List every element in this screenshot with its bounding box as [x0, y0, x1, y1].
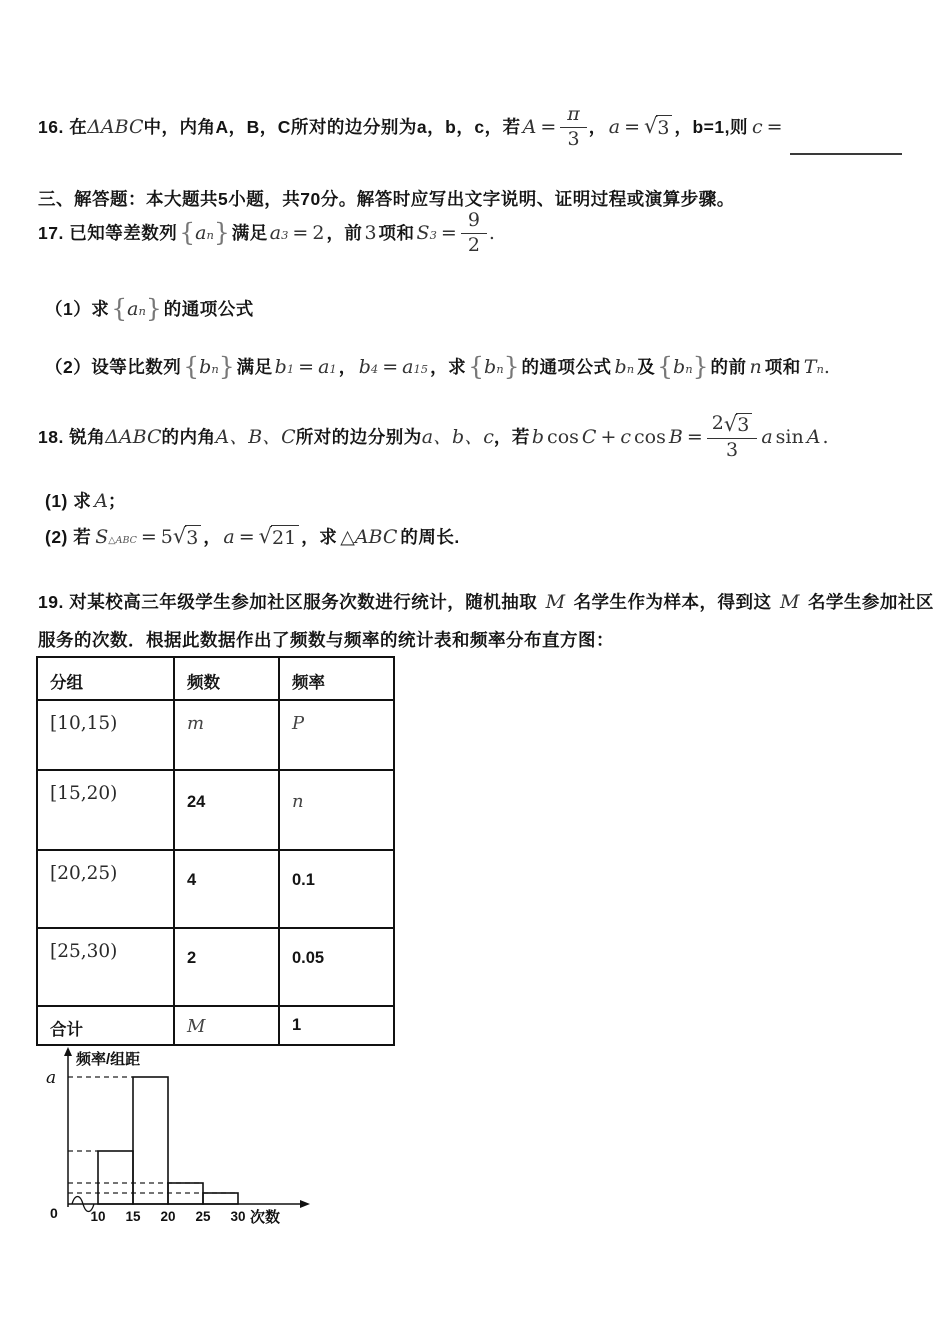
- var-C: C: [581, 426, 597, 449]
- cell-freq: 24: [174, 770, 279, 850]
- q17-p1-text: （1）求: [45, 299, 110, 319]
- y-axis-label: 频率/组距: [76, 1051, 141, 1068]
- question-16: [38, 104, 902, 151]
- q17-p2-text: （2）设等比数列: [45, 357, 182, 377]
- histogram-bar: [98, 1151, 133, 1204]
- subscript-n: n: [211, 362, 219, 376]
- q16-text: 16. 在: [38, 117, 88, 138]
- triangle-abc-symbol: ΔABC: [87, 116, 144, 139]
- frequency-table: [36, 656, 395, 1046]
- x-tick-label: 25: [195, 1209, 211, 1224]
- denominator: 3: [725, 438, 739, 461]
- histogram-bar: [133, 1077, 168, 1204]
- var-S: S: [416, 222, 430, 245]
- radicand: 3: [185, 525, 201, 549]
- var-M: M: [545, 591, 566, 613]
- sequence-an: [179, 216, 230, 248]
- sqrt-3: [724, 413, 752, 437]
- value-3: 3: [364, 222, 377, 245]
- var-a: a: [318, 356, 330, 378]
- formula-a3: [270, 222, 325, 244]
- var-n: n: [749, 356, 762, 378]
- col-header-frequency-count: 频数: [174, 657, 279, 700]
- triangle-abc-symbol: △ABC: [340, 526, 398, 548]
- a-mark-label: a: [46, 1068, 57, 1088]
- q16-text: 中，内角A，B，C所对的边分别为a，b，c，若: [143, 117, 521, 138]
- q17-text: ，前: [326, 223, 363, 244]
- question-18-part-2: [45, 524, 460, 549]
- numerator: 9: [461, 210, 487, 234]
- table-row: [37, 770, 394, 850]
- q18-text: 的内角: [161, 427, 216, 448]
- formula-b1-eq-a1: [275, 356, 337, 378]
- q16-text: ，b=1,则: [674, 117, 748, 138]
- var-b: b: [274, 356, 287, 378]
- var-a-1: [318, 356, 337, 378]
- q18-text: ，若: [493, 427, 530, 448]
- formula-s3: [417, 210, 487, 257]
- equals-sign: =: [140, 526, 157, 548]
- origin-label: 0: [50, 1205, 58, 1221]
- angles-list: A、B、C: [215, 426, 296, 449]
- cell-rate: 0.05: [279, 928, 394, 1006]
- equals-sign: =: [540, 116, 557, 139]
- subscript-n: n: [816, 362, 824, 376]
- right-brace: }: [213, 218, 230, 248]
- q17-text: 项和: [378, 223, 415, 244]
- var-S: S: [95, 526, 109, 548]
- var-T: T: [803, 356, 817, 378]
- comma: ，: [338, 357, 357, 377]
- equals-sign: =: [766, 116, 783, 139]
- fraction-pi-3: [560, 104, 587, 151]
- numerator: [707, 413, 758, 439]
- period: .: [488, 222, 495, 245]
- col-header-frequency-rate: 频率: [279, 657, 394, 700]
- x-axis-label: 次数: [250, 1209, 281, 1226]
- var-b: b: [484, 356, 497, 378]
- cell-group: [10,15): [37, 700, 174, 770]
- table-header-row: [37, 657, 394, 700]
- question-17-part-2: [45, 350, 830, 379]
- subscript-1: 1: [286, 362, 295, 376]
- subscript-4: 4: [370, 362, 379, 376]
- var-T-n: [804, 356, 824, 378]
- fraction-2sqrt3-3: [707, 413, 758, 462]
- q19-text: 名学生作为样本，得到这: [573, 592, 772, 612]
- left-brace: {: [657, 352, 674, 381]
- var-b-n: [673, 356, 693, 378]
- var-a: a: [761, 426, 773, 449]
- q18-p2-text: 的周长.: [400, 527, 460, 547]
- question-17-part-1: [45, 292, 254, 321]
- formula-law-of-sines: [532, 413, 821, 462]
- table-row: [37, 700, 394, 770]
- plus-sign: +: [600, 426, 617, 449]
- subscript-15: 15: [413, 362, 429, 376]
- var-a: a: [402, 356, 414, 378]
- sequence-bn: [183, 350, 234, 379]
- col-header-group: 分组: [37, 657, 174, 700]
- sequence-bn: [468, 350, 519, 379]
- left-brace: {: [468, 352, 485, 381]
- question-18-part-1: [45, 488, 126, 513]
- q17-p2-text: 及: [637, 357, 656, 377]
- var-b: b: [614, 356, 627, 378]
- q19-text: 19. 对某校高三年级学生参加社区服务次数进行统计，随机抽取: [38, 592, 538, 612]
- var-A: A: [94, 490, 108, 512]
- left-brace: {: [179, 218, 196, 248]
- q17-p2-text: 项和: [764, 357, 801, 377]
- subscript-n: n: [206, 228, 214, 243]
- q18-text: 18. 锐角: [38, 427, 106, 448]
- cell-freq: M: [174, 1006, 279, 1045]
- var-b-4: [359, 356, 379, 378]
- section-title: 三、解答题：本大题共5小题，共70分。解答时应写出文字说明、证明过程或演算步骤。: [38, 189, 735, 209]
- answer-blank: [790, 152, 902, 155]
- var-b: b: [531, 426, 545, 449]
- coefficient-2: 2: [711, 412, 724, 434]
- q18-p2-text: (2) 若: [45, 527, 92, 547]
- x-tick-label: 20: [160, 1209, 176, 1224]
- var-a: a: [223, 526, 235, 548]
- subscript-3: 3: [281, 228, 289, 243]
- subscript-triangle-abc: △ABC: [108, 535, 137, 546]
- radicand: 21: [271, 525, 299, 549]
- question-19: [38, 584, 935, 660]
- var-b-1: [275, 356, 295, 378]
- question-18: [38, 413, 829, 462]
- section-3-header: [38, 186, 735, 211]
- sequence-an: [111, 292, 162, 321]
- var-a: a: [195, 222, 207, 245]
- right-brace: }: [145, 294, 162, 323]
- q17-p1-text: 的通项公式: [163, 299, 254, 319]
- right-brace: }: [692, 352, 709, 381]
- numerator: π: [560, 104, 587, 128]
- histogram-bar: [203, 1193, 238, 1204]
- radical-sign: √: [723, 412, 738, 436]
- var-a: a: [608, 116, 621, 139]
- cell-group: [15,20): [37, 770, 174, 850]
- var-a-n: [195, 222, 214, 244]
- radical-sign: √: [258, 524, 273, 548]
- equals-sign: =: [440, 222, 457, 245]
- cell-rate: n: [279, 770, 394, 850]
- subscript-3: 3: [429, 228, 437, 243]
- x-tick-label: 10: [90, 1209, 106, 1224]
- formula-area: [95, 525, 201, 549]
- radicand: 3: [656, 115, 672, 139]
- subscript-n: n: [496, 362, 504, 376]
- right-brace: }: [218, 352, 235, 381]
- equals-sign: =: [624, 116, 640, 139]
- question-17: [38, 210, 495, 257]
- var-a-15: [402, 356, 428, 378]
- table-row: [37, 928, 394, 1006]
- fraction-9-2: [461, 210, 487, 257]
- cell-rate: P: [279, 700, 394, 770]
- var-b-n: [615, 356, 635, 378]
- denominator: 2: [467, 233, 480, 256]
- var-B: B: [668, 426, 683, 449]
- cell-freq: 2: [174, 928, 279, 1006]
- var-S-triangle: [95, 526, 137, 548]
- var-a: a: [269, 222, 282, 245]
- var-a-3: [270, 222, 289, 244]
- var-A: A: [522, 116, 537, 139]
- q17-p2-text: 满足: [236, 357, 273, 377]
- subscript-n: n: [626, 362, 635, 376]
- var-M: M: [780, 591, 800, 613]
- cell-group: [20,25): [37, 850, 174, 928]
- sqrt-21: [259, 525, 300, 549]
- cell-total-label: 合计: [37, 1006, 174, 1045]
- var-a: a: [127, 298, 139, 320]
- radicand: 3: [736, 413, 752, 437]
- q19-text: 名学生参加社区服务的次数．根据此数据作出了频数与频率的统计表和频率分布直方图：: [38, 592, 934, 650]
- sides-list: a、b、c: [421, 426, 494, 449]
- x-axis-arrow: [300, 1200, 310, 1208]
- q17-text: 满足: [231, 223, 268, 244]
- equals-sign: =: [686, 426, 703, 449]
- frequency-histogram: [26, 1042, 326, 1232]
- var-c: c: [620, 426, 632, 449]
- left-brace: {: [183, 352, 200, 381]
- comma: ，: [203, 527, 222, 547]
- q17-p2-text: 的通项公式: [521, 357, 612, 377]
- formula-b4-eq-a15: [359, 356, 428, 378]
- period: .: [823, 356, 830, 378]
- equals-sign: =: [292, 222, 309, 245]
- subscript-1: 1: [329, 362, 337, 376]
- left-brace: {: [111, 294, 128, 323]
- formula-angle-a: [523, 104, 587, 151]
- radical-sign: √: [172, 524, 187, 548]
- denominator: 3: [567, 127, 580, 150]
- cos-fn: cos: [547, 426, 579, 449]
- var-b-n: [199, 356, 219, 378]
- var-c: c: [751, 116, 763, 139]
- var-b: b: [358, 356, 371, 378]
- q18-text: 所对的边分别为: [295, 427, 422, 448]
- x-tick-label: 15: [125, 1209, 141, 1224]
- comma: ，: [588, 117, 607, 138]
- q17-p2-text: ，求: [430, 357, 467, 377]
- var-S-3: [417, 222, 437, 244]
- formula-side-a: [609, 115, 673, 139]
- q18-p1-text: (1) 求: [45, 491, 92, 511]
- var-A: A: [806, 426, 821, 449]
- triangle-abc-symbol: ΔABC: [105, 426, 162, 449]
- value-2: 2: [312, 222, 325, 245]
- table-total-row: [37, 1006, 394, 1045]
- subscript-n: n: [685, 362, 693, 376]
- equals-sign: =: [238, 526, 255, 548]
- equals-sign: =: [382, 356, 399, 378]
- sqrt-3: [644, 115, 672, 139]
- sequence-bn: [657, 350, 708, 379]
- var-b-n: [484, 356, 504, 378]
- sin-fn: sin: [775, 426, 804, 449]
- cell-freq: 4: [174, 850, 279, 928]
- formula-side-a: [223, 525, 299, 549]
- right-brace: }: [503, 352, 520, 381]
- q17-p2-text: 的前: [710, 357, 747, 377]
- radical-sign: √: [643, 114, 658, 139]
- cos-fn: cos: [634, 426, 666, 449]
- var-a-n: [127, 298, 146, 320]
- subscript-n: n: [138, 304, 146, 318]
- cell-rate: 1: [279, 1006, 394, 1045]
- cell-freq: m: [174, 700, 279, 770]
- period: .: [822, 426, 829, 449]
- q18-p2-text: ，求: [301, 527, 338, 547]
- equals-sign: =: [298, 356, 315, 378]
- var-b: b: [673, 356, 686, 378]
- q17-text: 17. 已知等差数列: [38, 223, 178, 244]
- cell-rate: 0.1: [279, 850, 394, 928]
- x-tick-label: 30: [230, 1209, 246, 1224]
- y-axis-arrow: [64, 1047, 72, 1056]
- sqrt-3: [173, 525, 201, 549]
- semicolon: ；: [107, 491, 126, 511]
- cell-group: [25,30): [37, 928, 174, 1006]
- coefficient-5: 5: [160, 526, 173, 548]
- var-b: b: [199, 356, 212, 378]
- table-row: [37, 850, 394, 928]
